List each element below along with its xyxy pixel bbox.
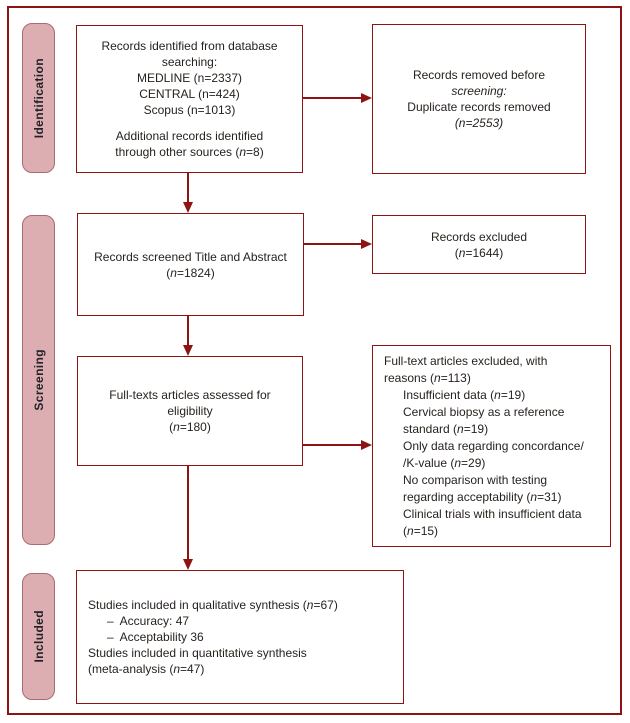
- box-text-line: regarding acceptability (n=31): [403, 489, 562, 504]
- box-text-line: Studies included in quantitative synthesis: [88, 646, 307, 660]
- arrow-identified-to-removed-line: [303, 97, 363, 99]
- box-text-line: Only data regarding concordance/: [403, 438, 584, 453]
- box-text-line: Records excluded: [430, 229, 528, 244]
- box-text-line: Scopus (n=1013): [143, 103, 236, 117]
- arrow-identified-to-removed-head: [361, 93, 372, 103]
- arrow-identified-to-screened-head: [183, 202, 193, 213]
- box-text-line: CENTRAL (n=424): [139, 87, 240, 101]
- box-text-line: Records identified from database: [101, 39, 278, 53]
- box-text-line: Additional records identified: [115, 129, 264, 143]
- box-text-line: Studies included in qualitative synthesis (n=67): [88, 598, 338, 612]
- stage-label-included-text: Included: [31, 610, 46, 663]
- box-text-line: searching:: [161, 55, 218, 69]
- box-fulltext-excluded-reasons: [372, 345, 611, 547]
- arrow-screened-to-excluded-line: [304, 243, 363, 245]
- box-text-line: Insufficient data (n=19): [403, 387, 526, 402]
- stage-label-screening: [22, 215, 55, 545]
- box-text-line: Duplicate records removed: [407, 100, 551, 114]
- arrow-fulltext-to-reasons-line: [303, 444, 363, 446]
- box-text-line: eligibility: [167, 404, 213, 418]
- box-text-line: [77, 118, 302, 128]
- box-text-line: screening:: [451, 84, 507, 98]
- box-text-line: through other sources (n=8): [115, 145, 264, 159]
- stage-label-included: [22, 573, 55, 700]
- stage-label-identification-text: Identification: [31, 57, 46, 139]
- box-text-line: standard (n=19): [403, 421, 489, 436]
- arrow-fulltext-to-reasons-head: [361, 440, 372, 450]
- box-text-line: Cervical biopsy as a reference: [403, 404, 565, 419]
- box-text-line: /K-value (n=29): [403, 455, 486, 470]
- box-text-line: (n=180): [169, 420, 211, 434]
- arrow-fulltext-to-included-line: [187, 466, 189, 561]
- arrow-fulltext-to-included-head: [183, 559, 193, 570]
- arrow-identified-to-screened-line: [187, 173, 189, 204]
- box-text-line: reasons (n=113): [384, 370, 471, 385]
- box-text-line: (meta-analysis (n=47): [88, 662, 205, 676]
- box-records-identified: [76, 25, 303, 173]
- box-records-excluded: [372, 215, 586, 274]
- arrow-screened-to-fulltext-head: [183, 345, 193, 356]
- box-text-line: Full-texts articles assessed for: [109, 388, 271, 402]
- stage-label-identification: [22, 23, 55, 173]
- box-records-removed: [372, 24, 586, 174]
- box-text-line: – Accuracy: 47: [107, 614, 190, 628]
- arrow-screened-to-excluded-head: [361, 239, 372, 249]
- box-studies-included: [76, 570, 404, 704]
- box-text-line: Records removed before: [412, 68, 546, 82]
- arrow-screened-to-fulltext-line: [187, 316, 189, 347]
- box-text-line: (n=15): [403, 523, 439, 538]
- box-text-line: MEDLINE (n=2337): [136, 71, 243, 85]
- stage-label-screening-text: Screening: [31, 349, 46, 411]
- box-text-line: Full-text articles excluded, with: [384, 353, 548, 368]
- box-text-line: – Acceptability 36: [107, 630, 204, 644]
- box-fulltext-assessed: [77, 356, 303, 466]
- box-text-line: Clinical trials with insufficient data: [403, 506, 582, 521]
- box-text-line: Records screened Title and Abstract: [94, 249, 287, 264]
- box-records-screened: [77, 213, 304, 316]
- box-text-line: (n=1644): [454, 245, 504, 260]
- box-text-line: (n=1824): [166, 265, 215, 280]
- box-text-line: No comparison with testing: [403, 472, 548, 487]
- box-text-line: (n=2553): [454, 116, 504, 130]
